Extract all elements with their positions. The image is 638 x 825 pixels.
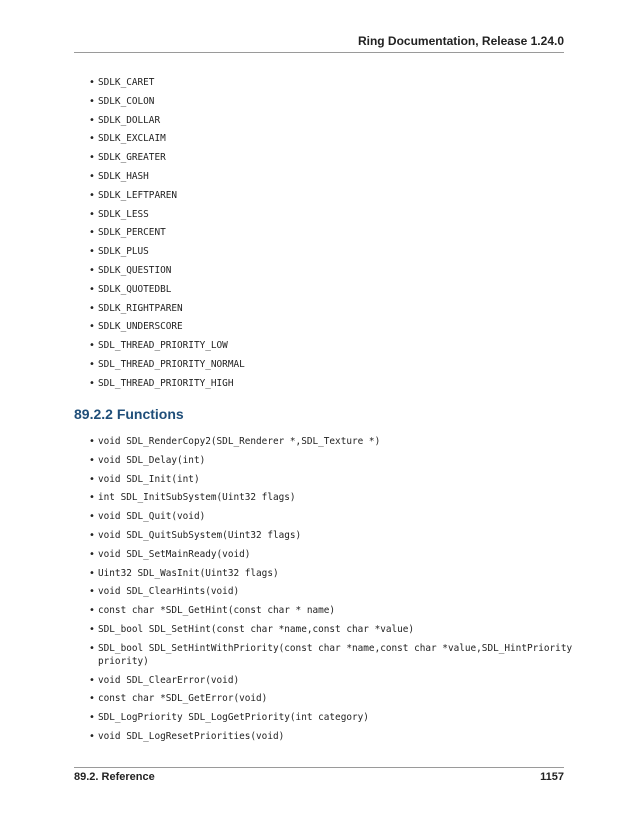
bullet-icon: • [89,264,95,276]
functions-list [74,435,574,749]
bullet-icon: • [89,114,95,126]
bullet-icon: • [89,730,95,742]
bullet-icon: • [89,302,95,314]
constant-item-text: SDL_THREAD_PRIORITY_LOW [98,340,228,352]
bullet-icon: • [89,189,95,201]
constant-item [74,283,574,296]
constant-item [74,226,574,239]
bullet-icon: • [89,712,95,724]
bullet-icon: • [89,170,95,182]
constant-item-text: SDLK_QUESTION [98,264,172,276]
constant-item-text: SDLK_COLON [98,95,155,107]
constant-item [74,339,574,352]
constant-item [74,170,574,183]
bullet-icon: • [89,674,95,686]
footer-page-number: 1157 [540,771,564,783]
function-item-text: SDL_bool SDL_SetHintWithPriority(const char *name,const char *value,SDL_HintPriority priority) [98,642,573,667]
function-item-text: Uint32 SDL_WasInit(Uint32 flags) [98,567,279,579]
function-item-text: int SDL_InitSubSystem(Uint32 flags) [98,492,296,504]
constant-item-text: SDLK_GREATER [98,152,166,164]
constant-item [74,76,574,89]
function-item [74,585,574,598]
function-item-text: void SDL_QuitSubSystem(Uint32 flags) [98,529,302,541]
function-item-text: void SDL_SetMainReady(void) [98,548,251,560]
function-item [74,623,574,636]
constant-item-text: SDLK_HASH [98,170,149,182]
constant-item-text: SDLK_CARET [98,77,155,88]
function-item [74,604,574,617]
bullet-icon: • [89,377,95,389]
constant-item [74,208,574,221]
constant-item-text: SDLK_UNDERSCORE [98,321,183,333]
function-item [74,529,574,542]
function-item [74,473,574,486]
constant-item [74,377,574,390]
section-heading: 89.2.2 Functions [74,406,184,422]
function-item-text: void SDL_Delay(int) [98,454,206,466]
constant-item-text: SDLK_EXCLAIM [98,133,166,145]
constant-item [74,245,574,258]
constant-item-text: SDL_THREAD_PRIORITY_HIGH [98,377,234,389]
function-item-text: void SDL_ClearHints(void) [98,586,240,598]
bullet-icon: • [89,586,95,598]
constant-item-text: SDLK_PLUS [98,246,149,258]
constant-item [74,114,574,127]
bullet-icon: • [89,321,95,333]
function-item-text: const char *SDL_GetHint(const char * name) [98,605,336,617]
constant-item [74,132,574,145]
page-header-title: Ring Documentation, Release 1.24.0 [357,34,564,48]
bullet-icon: • [89,693,95,705]
footer-section-label: 89.2. Reference [74,771,155,783]
function-item-text: void SDL_RenderCopy2(SDL_Renderer *,SDL_Texture *) [98,436,381,447]
bullet-icon: • [89,77,95,88]
bullet-icon: • [89,567,95,579]
constant-item [74,264,574,277]
function-item [74,642,574,668]
constant-item-text: SDLK_LESS [98,208,149,220]
function-item [74,454,574,467]
constant-item [74,320,574,333]
function-item [74,491,574,504]
function-item [74,435,574,448]
constant-item [74,358,574,371]
footer-divider [74,767,564,768]
constant-item [74,95,574,108]
function-item [74,730,574,743]
constant-item-text: SDLK_RIGHTPAREN [98,302,183,314]
bullet-icon: • [89,227,95,239]
function-item [74,674,574,687]
function-item [74,548,574,561]
function-item-text: void SDL_Init(int) [98,473,200,485]
constant-item [74,302,574,315]
bullet-icon: • [89,436,95,447]
bullet-icon: • [89,492,95,504]
bullet-icon: • [89,358,95,370]
function-item-text: const char *SDL_GetError(void) [98,693,268,705]
bullet-icon: • [89,152,95,164]
constant-item [74,151,574,164]
bullet-icon: • [89,95,95,107]
bullet-icon: • [89,340,95,352]
function-item-text: SDL_LogPriority SDL_LogGetPriority(int category) [98,712,369,724]
constants-list [74,76,574,396]
constant-item-text: SDLK_PERCENT [98,227,166,239]
bullet-icon: • [89,511,95,523]
bullet-icon: • [89,548,95,560]
function-item [74,510,574,523]
bullet-icon: • [89,642,95,654]
bullet-icon: • [89,529,95,541]
header-divider [74,52,564,53]
constant-item-text: SDL_THREAD_PRIORITY_NORMAL [98,358,245,370]
bullet-icon: • [89,454,95,466]
constant-item-text: SDLK_DOLLAR [98,114,161,126]
bullet-icon: • [89,473,95,485]
function-item [74,567,574,580]
function-item-text: SDL_bool SDL_SetHint(const char *name,const char *value) [98,623,415,635]
function-item-text: void SDL_Quit(void) [98,511,206,523]
function-item [74,711,574,724]
bullet-icon: • [89,605,95,617]
function-item-text: void SDL_LogResetPriorities(void) [98,730,285,742]
function-item-text: void SDL_ClearError(void) [98,674,240,686]
bullet-icon: • [89,283,95,295]
constant-item-text: SDLK_QUOTEDBL [98,283,172,295]
bullet-icon: • [89,133,95,145]
constant-item-text: SDLK_LEFTPAREN [98,189,178,201]
bullet-icon: • [89,208,95,220]
bullet-icon: • [89,246,95,258]
constant-item [74,189,574,202]
bullet-icon: • [89,623,95,635]
function-item [74,692,574,705]
